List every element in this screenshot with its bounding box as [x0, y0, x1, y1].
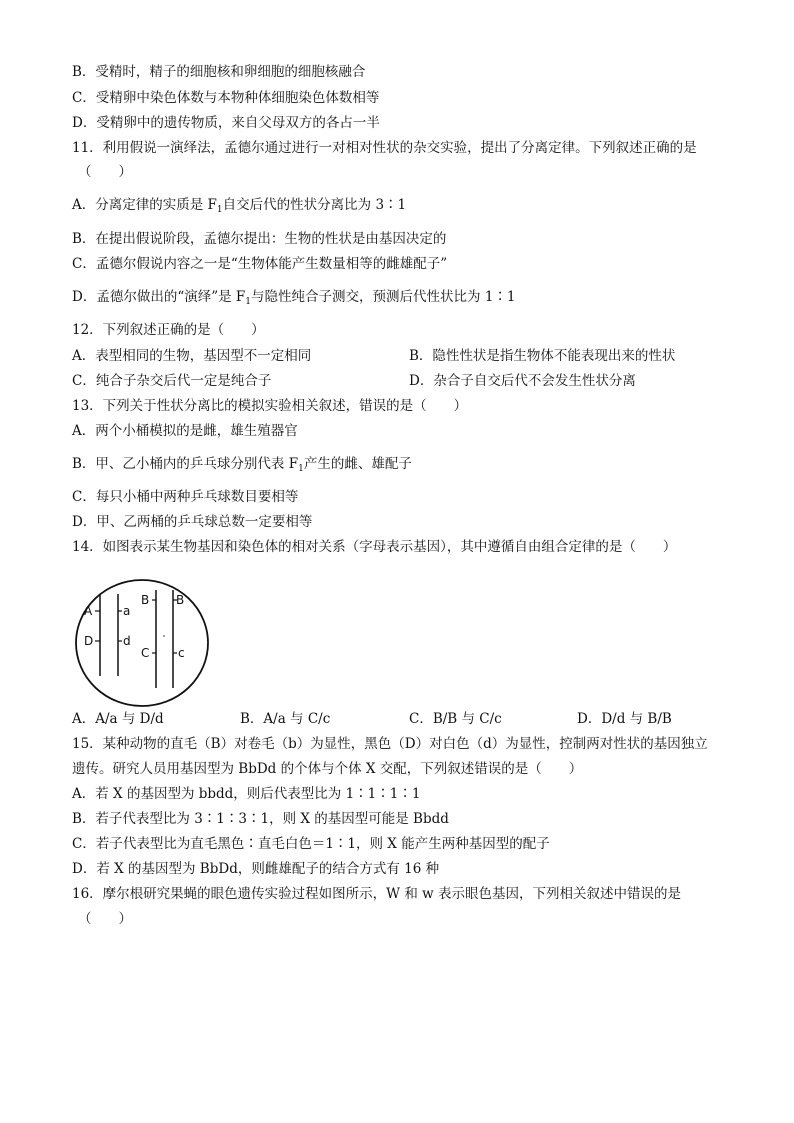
- q11-option-b: B．在提出假说阶段，孟德尔提出：生物的性状是由基因决定的: [72, 231, 447, 247]
- q16-stem: 16．摩尔根研究果蝇的眼色遗传实验过程如图所示，W 和 w 表示眼色基因，下列相关叙述中错误的是: [72, 886, 681, 902]
- gene-label-C: C: [141, 646, 150, 660]
- gene-label-d: d: [123, 634, 131, 648]
- q10-option-d: D．受精卵中的遗传物质，来自父母双方的各占一半: [72, 115, 380, 131]
- q15-stem-line2: 遗传。研究人员用基因型为 BbDd 的个体与个体 X 交配，下列叙述错误的是（ ）: [72, 761, 583, 777]
- chromosome-diagram: [72, 576, 212, 710]
- gene-label-c: c: [178, 646, 185, 660]
- gene-label-D: D: [84, 634, 94, 648]
- q11-stem: 11．利用假说一演绎法，孟德尔通过进行一对相对性状的杂交实验，提出了分离定律。下列叙述正确的是: [72, 140, 697, 156]
- q11-option-d: D．孟德尔做出的“演绎”是 $F_1$与隐性纯合子测交，预测后代性状比为 1∶1: [72, 289, 516, 307]
- gene-label-B-left: B: [141, 593, 150, 607]
- q12-stem: 12．下列叙述正确的是（ ）: [72, 322, 265, 338]
- q11-paren: （ ）: [78, 164, 132, 180]
- q10-option-c: C．受精卵中染色体数与本物种体细胞染色体数相等: [72, 90, 380, 106]
- gene-label-A: A: [84, 604, 93, 618]
- q13-option-d: D．甲、乙两桶的乒乓球总数一定要相等: [72, 514, 313, 530]
- q13-stem: 13．下列关于性状分离比的模拟实验相关叙述，错误的是（ ）: [72, 398, 468, 414]
- q14-stem: 14．如图表示某生物基因和染色体的相对关系（字母表示基因），其中遵循自由组合定律的是（ ）: [72, 539, 677, 555]
- q12-option-a: A．表型相同的生物，基因型不一定相同: [72, 348, 312, 364]
- q13-option-a: A．两个小桶模拟的是雌，雄生殖器官: [72, 423, 298, 439]
- q14-option-d: D．D/d 与 B/B: [577, 711, 672, 727]
- q15-stem-line1: 15．某种动物的直毛（B）对卷毛（b）为显性，黑色（D）对白色（d）为显性，控制两对性状的基因独立: [72, 736, 708, 752]
- q15-option-a: A．若 X 的基因型为 bbdd，则后代表型比为 1∶1∶1∶1: [72, 786, 421, 802]
- q13-option-c: C．每只小桶中两种乒乓球数目要相等: [72, 489, 299, 505]
- q15-option-b: B．若子代表型比为 3∶1∶3∶1，则 X 的基因型可能是 Bbdd: [72, 811, 449, 827]
- gene-label-B-right: B: [176, 593, 185, 607]
- q12-option-b: B．隐性性状是指生物体不能表现出来的性状: [409, 348, 676, 364]
- q11-option-c: C．孟德尔假说内容之一是“生物体能产生数量相等的雌雄配子”: [72, 256, 448, 272]
- q15-option-c: C．若子代表型比为直毛黑色∶直毛白色＝1∶1，则 X 能产生两种基因型的配子: [72, 836, 550, 852]
- q13-option-b: B．甲、乙小桶内的乒乓球分别代表 $F_1$产生的雌、雄配子: [72, 456, 412, 474]
- gene-label-a: a: [123, 604, 131, 618]
- q14-option-a: A．A/a 与 D/d: [72, 711, 164, 727]
- q10-option-b: B．受精时，精子的细胞核和卵细胞的细胞核融合: [72, 64, 366, 80]
- chromosome-diagram-svg: [72, 576, 212, 710]
- q11-option-a: A．分离定律的实质是 $F_1$自交后代的性状分离比为 3∶1: [72, 197, 407, 215]
- q12-option-c: C．纯合子杂交后代一定是纯合子: [72, 373, 272, 389]
- q14-option-b: B．A/a 与 C/c: [240, 711, 331, 727]
- q16-paren: （ ）: [78, 911, 132, 927]
- q12-option-d: D．杂合子自交后代不会发生性状分离: [409, 373, 636, 389]
- q15-option-d: D．若 X 的基因型为 BbDd，则雌雄配子的结合方式有 16 种: [72, 861, 440, 877]
- q14-option-c: C．B/B 与 C/c: [409, 711, 502, 727]
